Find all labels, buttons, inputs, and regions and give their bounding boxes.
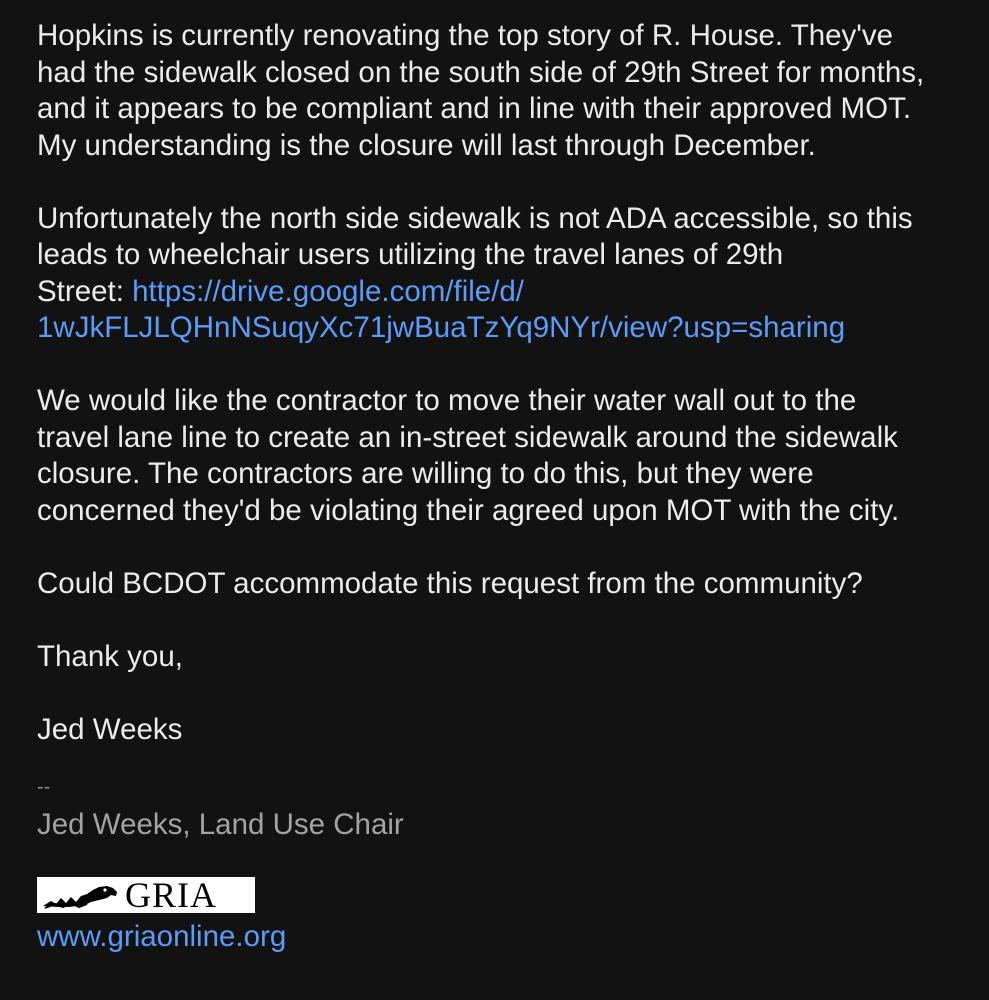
paragraph-line: and it appears to be compliant and in line with their approved MOT. — [37, 92, 912, 125]
paragraph-line: Could BCDOT accommodate this request from the community? — [37, 566, 863, 600]
closing-line: Thank you, — [37, 639, 183, 673]
paragraph-accessibility — [37, 201, 969, 347]
paragraph-line — [37, 274, 969, 311]
paragraph-line: My understanding is the closure will last through December. — [37, 128, 816, 162]
logo-text: GRIA — [125, 875, 217, 915]
drive-link-continued[interactable]: 1wJkFLJLQHnNSuqyXc71jwBuaTzYq9NYr/view?usp=sharing — [37, 311, 846, 344]
paragraph-line: concerned they'd be violating their agreed upon MOT with the city. — [37, 493, 900, 527]
paragraph-question — [37, 566, 969, 603]
paragraph-line: closure. The contractors are willing to do this, but they were — [37, 457, 814, 490]
paragraph-line — [37, 310, 969, 347]
paragraph-line: had the sidewalk closed on the south side of 29th Street for months, — [37, 55, 925, 89]
signature-name-title: Jed Weeks, Land Use Chair — [37, 808, 404, 841]
drive-link[interactable]: https://drive.google.com/file/d/ — [132, 274, 525, 308]
signature-separator: -- — [37, 776, 51, 798]
paragraph-line: Unfortunately the north side sidewalk is not ADA accessible, so this — [37, 201, 913, 235]
paragraph-line: We would like the contractor to move their water wall out to the — [37, 384, 857, 417]
paragraph-renovation — [37, 18, 969, 164]
paragraph-line: travel lane line to create an in-street sidewalk around the sidewalk — [37, 420, 898, 454]
alligator-icon — [41, 880, 119, 910]
closing — [37, 639, 969, 676]
gria-logo — [37, 877, 255, 913]
sender-name — [37, 712, 969, 749]
paragraph-request — [37, 383, 969, 529]
street-label: Street: — [37, 274, 133, 308]
paragraph-line: Hopkins is currently renovating the top story of R. House. They've — [37, 19, 894, 52]
website-link[interactable]: www.griaonline.org — [37, 920, 287, 953]
paragraph-line: leads to wheelchair users utilizing the travel lanes of 29th — [37, 238, 784, 271]
sender-name-line: Jed Weeks — [37, 712, 183, 746]
